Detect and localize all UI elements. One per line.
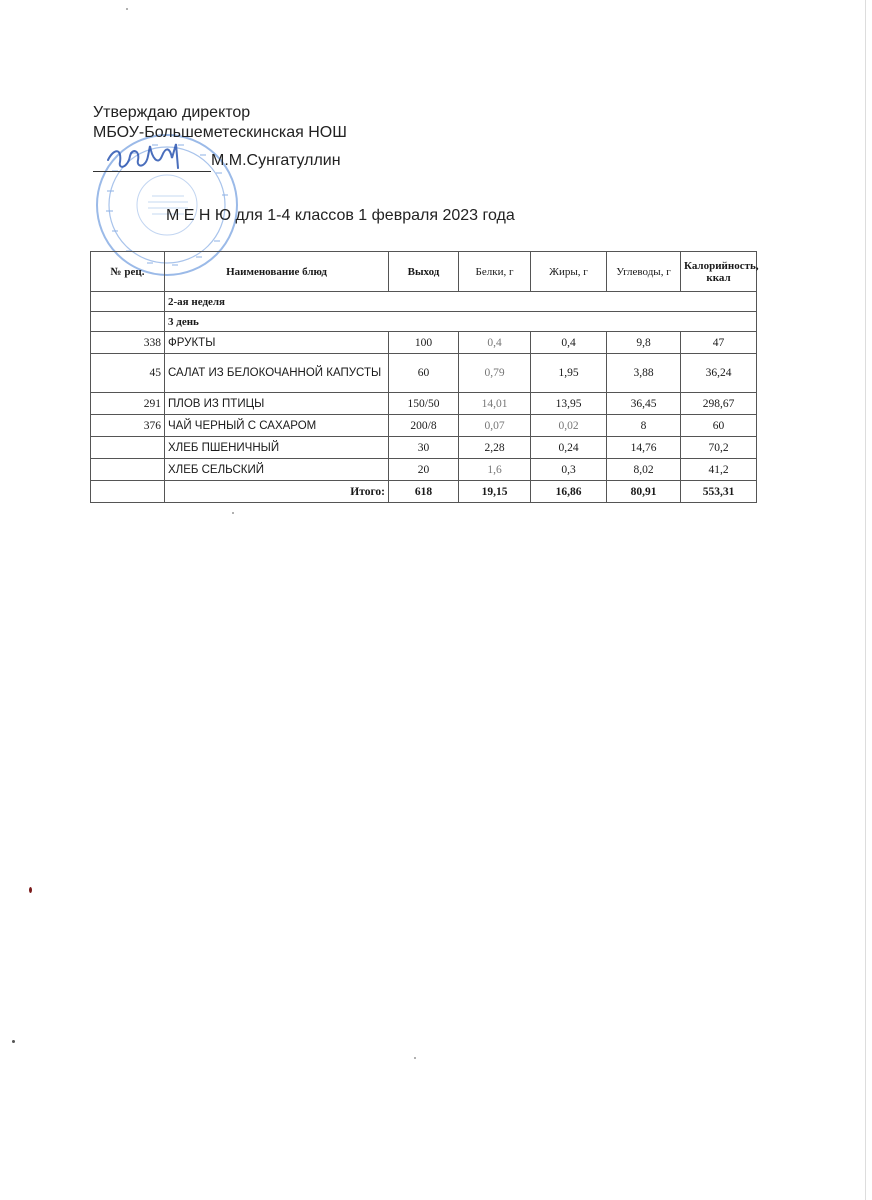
table-header-row: [91, 252, 757, 292]
approval-header: [93, 103, 347, 143]
table-row: [91, 332, 757, 354]
table-row: [91, 459, 757, 481]
table-row: [91, 393, 757, 415]
fat-cell: 0,3: [531, 459, 607, 481]
total-carbs: 80,91: [607, 481, 681, 503]
total-label: Итого:: [165, 481, 389, 503]
day-row: [91, 312, 757, 332]
calories-cell: 36,24: [681, 354, 757, 393]
protein-cell: 14,01: [459, 393, 531, 415]
header-yield: Выход: [389, 252, 459, 292]
rec-cell: [91, 459, 165, 481]
carbs-cell: 14,76: [607, 437, 681, 459]
header-calories: Калорийность, ккал: [681, 252, 757, 292]
calories-cell: 41,2: [681, 459, 757, 481]
yield-cell: 30: [389, 437, 459, 459]
fat-cell: 0,24: [531, 437, 607, 459]
scan-dot: [232, 512, 234, 514]
week-label: 2-ая неделя: [165, 292, 757, 312]
approve-line: Утверждаю директор: [93, 104, 251, 121]
dish-name-cell: САЛАТ ИЗ БЕЛОКОЧАННОЙ КАПУСТЫ: [165, 354, 389, 393]
table-row: [91, 354, 757, 393]
dish-name-cell: ПЛОВ ИЗ ПТИЦЫ: [165, 393, 389, 415]
table-row: [91, 437, 757, 459]
header-protein: Белки, г: [459, 252, 531, 292]
calories-cell: 60: [681, 415, 757, 437]
scan-edge: [865, 0, 866, 1200]
header-name: Наименование блюд: [165, 252, 389, 292]
carbs-cell: 3,88: [607, 354, 681, 393]
total-protein: 19,15: [459, 481, 531, 503]
fat-cell: 1,95: [531, 354, 607, 393]
table-row: [91, 415, 757, 437]
total-fat: 16,86: [531, 481, 607, 503]
menu-title: М Е Н Ю для 1-4 классов 1 февраля 2023 года: [166, 207, 515, 224]
school-name: МБОУ-Большеметескинская НОШ: [93, 124, 347, 141]
dish-name-cell: ЧАЙ ЧЕРНЫЙ С САХАРОМ: [165, 415, 389, 437]
calories-cell: 298,67: [681, 393, 757, 415]
signature-underline: [93, 171, 211, 172]
header-rec: № рец.: [91, 252, 165, 292]
protein-cell: 0,79: [459, 354, 531, 393]
week-row: [91, 292, 757, 312]
day-label: 3 день: [165, 312, 757, 332]
calories-cell: 47: [681, 332, 757, 354]
rec-cell: [91, 437, 165, 459]
yield-cell: 150/50: [389, 393, 459, 415]
menu-table: [90, 251, 757, 503]
carbs-cell: 8,02: [607, 459, 681, 481]
header-carbs: Углеводы, г: [607, 252, 681, 292]
scan-speck: [29, 887, 32, 893]
calories-cell: 70,2: [681, 437, 757, 459]
protein-cell: 0,4: [459, 332, 531, 354]
fat-cell: 0,02: [531, 415, 607, 437]
carbs-cell: 9,8: [607, 332, 681, 354]
rec-cell: 376: [91, 415, 165, 437]
director-name: М.М.Сунгатуллин: [211, 152, 341, 169]
total-row: [91, 481, 757, 503]
rec-cell: 338: [91, 332, 165, 354]
yield-cell: 100: [389, 332, 459, 354]
carbs-cell: 36,45: [607, 393, 681, 415]
carbs-cell: 8: [607, 415, 681, 437]
protein-cell: 2,28: [459, 437, 531, 459]
total-calories: 553,31: [681, 481, 757, 503]
fat-cell: 13,95: [531, 393, 607, 415]
dish-name-cell: ХЛЕБ ПШЕНИЧНЫЙ: [165, 437, 389, 459]
scan-dot: [414, 1057, 416, 1059]
scan-speck: [12, 1040, 15, 1043]
yield-cell: 20: [389, 459, 459, 481]
rec-cell: 291: [91, 393, 165, 415]
header-fat: Жиры, г: [531, 252, 607, 292]
fat-cell: 0,4: [531, 332, 607, 354]
protein-cell: 1,6: [459, 459, 531, 481]
dish-name-cell: ХЛЕБ СЕЛЬСКИЙ: [165, 459, 389, 481]
signature-line: [93, 152, 453, 174]
yield-cell: 60: [389, 354, 459, 393]
total-yield: 618: [389, 481, 459, 503]
yield-cell: 200/8: [389, 415, 459, 437]
scan-dot: [126, 8, 128, 10]
dish-name-cell: ФРУКТЫ: [165, 332, 389, 354]
protein-cell: 0,07: [459, 415, 531, 437]
rec-cell: 45: [91, 354, 165, 393]
